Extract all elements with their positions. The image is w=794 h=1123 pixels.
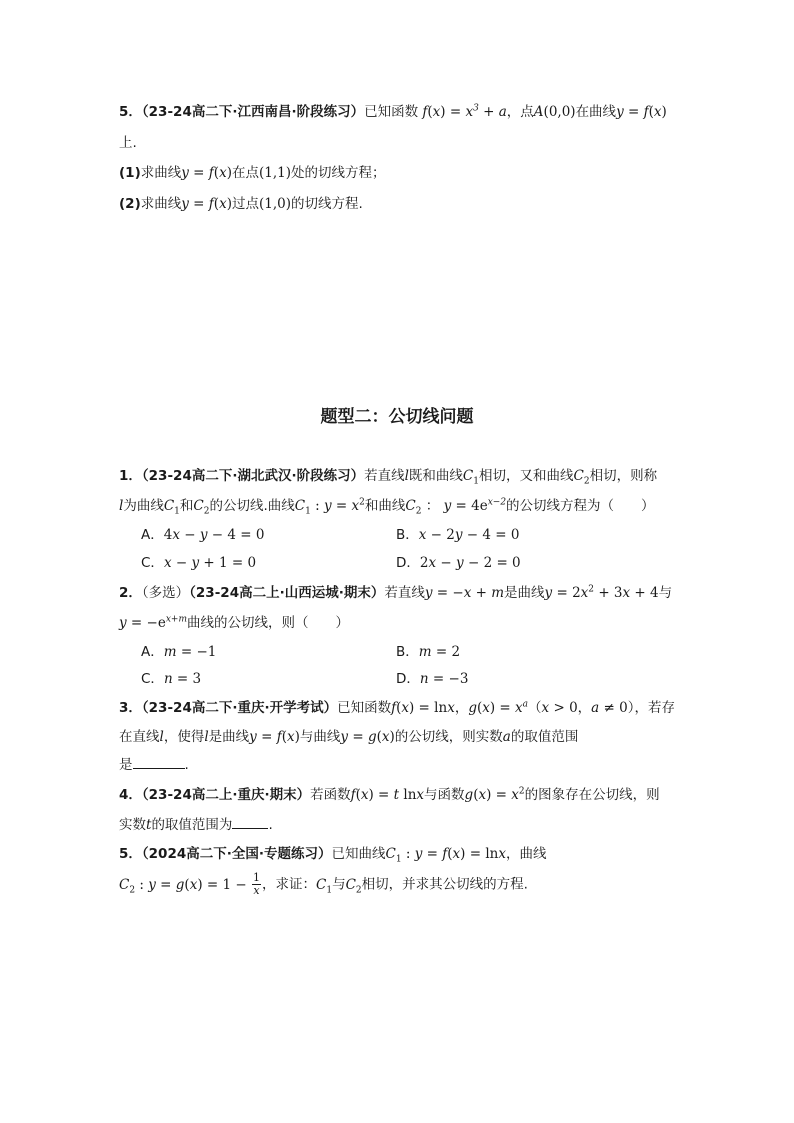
formula: 4x − y − 4 = 0 xyxy=(163,527,265,543)
q1-option-d[interactable]: D．2x − y − 2 = 0 xyxy=(396,555,521,571)
answer-blank[interactable] xyxy=(232,816,268,829)
top-q5-part2: (2)求曲线y = f(x)过点(1,0)的切线方程. xyxy=(119,196,363,212)
formula: y = f(x) xyxy=(616,104,667,120)
q2-option-a[interactable]: A．m = −1 xyxy=(141,644,217,660)
q2-line2: $y = -e^{x+m}$曲线的公切线，则（ ） xyxy=(119,614,349,631)
question-source: （23-24高二下·重庆·开学考试） xyxy=(141,700,338,716)
formula: (1,0) xyxy=(258,196,291,212)
q2-option-b[interactable]: B．m = 2 xyxy=(396,644,461,660)
question-number: 1． xyxy=(119,468,142,484)
question-source: （23-24高二下·湖北武汉·阶段练习） xyxy=(141,468,365,484)
formula: x − 2y − 4 = 0 xyxy=(418,527,520,543)
formula: f(x) = t lnx xyxy=(350,787,425,803)
formula: $C_2$ : y = g(x) = 1 − xyxy=(119,876,251,896)
formula: $C_2$ xyxy=(405,498,422,517)
q5-line2: $C_2$ : y = g(x) = 1 − $\frac{1}{x}$ ，求证：$C_1$与$C_2$相切，并求其公切线的方程. xyxy=(119,871,528,897)
q1-option-c[interactable]: C．x − y + 1 = 0 xyxy=(141,555,257,571)
question-number: 3． xyxy=(119,700,142,716)
section-title: 题型二：公切线问题 xyxy=(320,407,474,427)
formula: $g(x) = x^a$ xyxy=(468,699,529,716)
q1-option-b[interactable]: B．x − 2y − 4 = 0 xyxy=(396,527,520,543)
formula: y = f(x) xyxy=(181,165,232,181)
formula: $g(x) = x^2$ xyxy=(464,786,525,803)
question-number: 4． xyxy=(119,787,142,803)
formula: n = −3 xyxy=(419,671,469,687)
formula: $f(x) = x^3 + a$ xyxy=(422,103,507,120)
formula: A(0,0) xyxy=(533,104,576,120)
fraction: $\frac{1}{x}$ xyxy=(252,871,260,897)
question-source: （2024高二下·全国·专题练习） xyxy=(141,846,332,862)
formula: n = 3 xyxy=(163,671,202,687)
question-number: 5． xyxy=(119,846,142,862)
formula: $C_1$ : $y = x^2$ xyxy=(294,497,365,517)
top-q5-line2: 上. xyxy=(119,135,137,151)
q2-option-c[interactable]: C．n = 3 xyxy=(141,671,202,687)
formula: y = f(x) xyxy=(249,729,300,745)
formula: f(x) = lnx xyxy=(391,700,455,716)
top-q5-part1: (1)求曲线y = f(x)在点(1,1)处的切线方程； xyxy=(119,165,386,181)
q3-line1: 3．（23-24高二下·重庆·开学考试）已知函数f(x) = lnx，$g(x) = x^a(x > 0$，a ≠ 0），若存 xyxy=(119,699,675,716)
q1-line1: 1．（23-24高二下·湖北武汉·阶段练习）若直线l既和曲线$C_1$相切，又和曲线$C_2$相切，则称 xyxy=(119,468,658,487)
question-number: 5． xyxy=(119,104,142,120)
formula: $y = 2x^2 + 3x + 4$ xyxy=(544,584,659,601)
formula: $y = 4e^{x-2}$ xyxy=(443,497,507,514)
formula: $C_1$ : y = f(x) = lnx xyxy=(385,846,506,865)
formula: a ≠ 0 xyxy=(591,700,628,716)
formula: (1,1) xyxy=(258,165,291,181)
formula: $y = -e^{x+m}$ xyxy=(119,614,187,631)
formula: x > 0 xyxy=(541,700,578,716)
q2-option-d[interactable]: D．n = −3 xyxy=(396,671,469,687)
top-q5-line1: 5．（23-24高二下·江西南昌·阶段练习）已知函数 $f(x) = x^3 + a$，点A(0,0)在曲线y = f(x) xyxy=(119,103,667,120)
q1-line2: l为曲线$C_1$和$C_2$的公切线.曲线$C_1$ : $y = x^2$和曲线$C_2$ ： $y = 4e^{x-2}$的公切线方程为（ ） xyxy=(119,497,655,517)
formula: x − y + 1 = 0 xyxy=(163,555,257,571)
question-source: （23-24高二下·江西南昌·阶段练习） xyxy=(141,104,365,120)
formula: 2x − y − 2 = 0 xyxy=(419,555,521,571)
q3-line2: 在直线l，使得l是曲线y = f(x)与曲线y = g(x)的公切线，则实数a的取值范围 xyxy=(119,729,579,745)
question-source: （23-24高二上·重庆·期末） xyxy=(141,787,311,803)
formula: y = f(x) xyxy=(181,196,232,212)
question-number: 2． xyxy=(119,585,142,601)
q4-line1: 4．（23-24高二上·重庆·期末）若函数f(x) = t lnx与函数$g(x) = x^2$的图象存在公切线，则 xyxy=(119,786,660,803)
question-source: （23-24高二上·山西运城·期末） xyxy=(189,585,385,601)
answer-blank[interactable] xyxy=(133,756,185,769)
formula: m = −1 xyxy=(163,644,217,660)
formula: y = −x + m xyxy=(424,585,505,601)
q4-line2: 实数t的取值范围为 . xyxy=(119,817,273,833)
q5-line1: 5．（2024高二下·全国·专题练习）已知曲线$C_1$ : y = f(x) = lnx，曲线 xyxy=(119,846,547,865)
q1-option-a[interactable]: A．4x − y − 4 = 0 xyxy=(141,527,265,543)
formula: m = 2 xyxy=(418,644,461,660)
formula: y = g(x) xyxy=(340,729,395,745)
q3-line3: 是 . xyxy=(119,757,189,773)
q2-line1: 2．（多选）（23-24高二上·山西运城·期末）若直线y = −x + m是曲线$y = 2x^2 + 3x + 4$与 xyxy=(119,584,673,601)
